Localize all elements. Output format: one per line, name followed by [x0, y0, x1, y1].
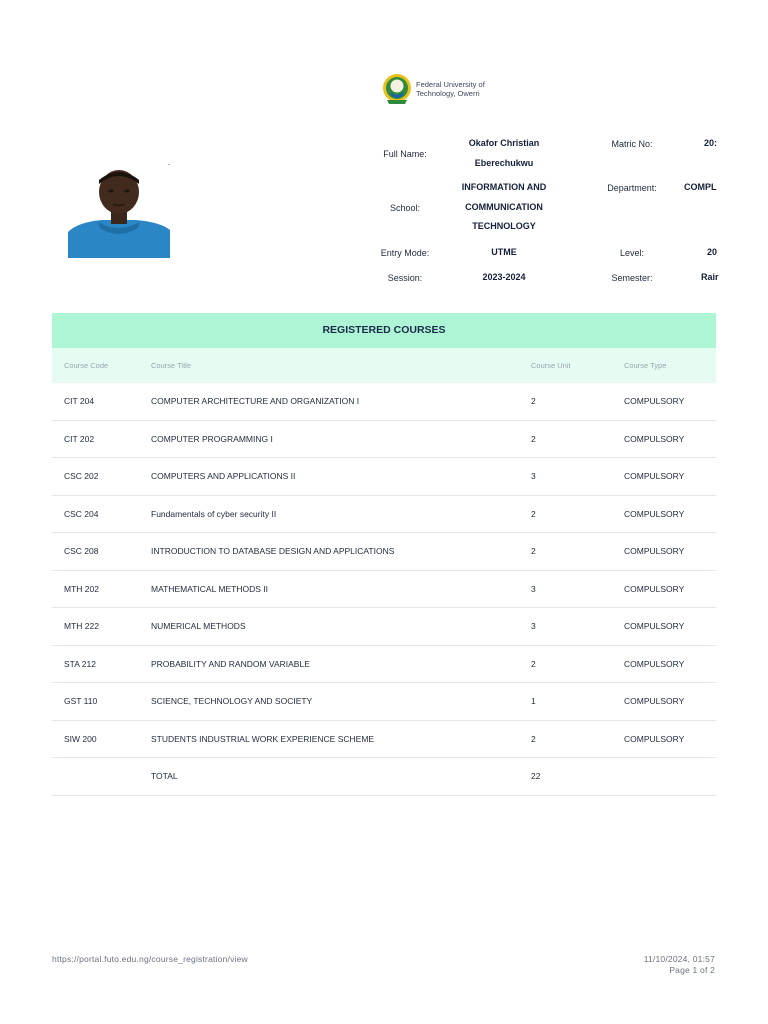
course-code: CIT 202	[64, 433, 95, 444]
total-units: 22	[531, 771, 541, 782]
course-unit: 2	[531, 433, 536, 444]
header-course-unit: Course Unit	[531, 361, 571, 370]
course-title: COMPUTER ARCHITECTURE AND ORGANIZATION I	[151, 396, 360, 407]
matric-no-value: 20:	[704, 138, 718, 148]
logo-line-2: Technology, Owerri	[416, 89, 480, 98]
logo-line-1: Federal University of	[416, 80, 485, 89]
course-unit: 3	[531, 621, 536, 632]
entry-mode-label: Entry Mode:	[380, 248, 430, 258]
total-row	[52, 758, 716, 796]
table-row	[52, 533, 716, 571]
table-row	[52, 421, 716, 459]
table-header	[52, 348, 716, 383]
course-unit: 2	[531, 733, 536, 744]
full-name-line-2: Eberechukwu	[474, 157, 534, 168]
page-number: Page 1 of 2	[669, 965, 715, 975]
header-course-code: Course Code	[64, 361, 109, 370]
level-value: 20	[707, 247, 718, 257]
full-name-label: Full Name:	[383, 149, 427, 159]
department-label: Department:	[607, 183, 657, 193]
table-row	[52, 683, 716, 721]
course-title: PROBABILITY AND RANDOM VARIABLE	[151, 658, 310, 669]
matric-no-label: Matric No:	[611, 139, 653, 149]
course-type: COMPULSORY	[624, 433, 685, 444]
course-code: CSC 204	[64, 508, 99, 519]
table-row	[52, 646, 716, 684]
university-logo	[382, 73, 485, 105]
page-url: https://portal.futo.edu.ng/course_registration/view	[52, 954, 248, 964]
session-value: 2023-2024	[482, 272, 526, 282]
course-code: CSC 202	[64, 471, 99, 482]
course-title: SCIENCE, TECHNOLOGY AND SOCIETY	[151, 696, 313, 707]
course-title: COMPUTERS AND APPLICATIONS II	[151, 471, 296, 482]
table-row	[52, 721, 716, 759]
course-unit: 3	[531, 471, 536, 482]
semester-label: Semester:	[611, 273, 653, 283]
course-code: STA 212	[64, 658, 96, 669]
course-type: COMPULSORY	[624, 508, 685, 519]
course-type: COMPULSORY	[624, 696, 685, 707]
course-title: NUMERICAL METHODS	[151, 621, 246, 632]
semester-value: Rair	[701, 272, 719, 282]
course-unit: 3	[531, 583, 536, 594]
course-unit: 2	[531, 396, 536, 407]
print-datetime: 11/10/2024, 01:57	[643, 954, 715, 964]
table-title: REGISTERED COURSES	[52, 313, 716, 348]
school-label: School:	[389, 203, 421, 213]
table-row	[52, 608, 716, 646]
table-row	[52, 496, 716, 534]
table-row	[52, 383, 716, 421]
student-portrait-image	[68, 170, 170, 258]
course-type: COMPULSORY	[624, 658, 685, 669]
course-type: COMPULSORY	[624, 546, 685, 557]
course-type: COMPULSORY	[624, 621, 685, 632]
full-name-value	[440, 134, 568, 173]
course-title: Fundamentals of cyber security II	[151, 508, 277, 519]
entry-mode-value: UTME	[491, 247, 517, 257]
table-row	[52, 571, 716, 609]
course-title: INTRODUCTION TO DATABASE DESIGN AND APPLICATIONS	[151, 546, 395, 557]
course-unit: 2	[531, 508, 536, 519]
course-code: CSC 208	[64, 546, 99, 557]
school-line-3: TECHNOLOGY	[472, 221, 536, 231]
university-seal-icon	[382, 73, 412, 105]
university-name	[416, 80, 485, 98]
header-course-title: Course Title	[151, 361, 192, 370]
photo-speck	[168, 164, 170, 165]
department-value: COMPL	[684, 182, 717, 192]
school-line-2: COMMUNICATION	[465, 201, 543, 212]
total-label: TOTAL	[151, 771, 178, 782]
course-title: MATHEMATICAL METHODS II	[151, 583, 268, 594]
course-code: GST 110	[64, 696, 98, 707]
full-name-line-1: Okafor Christian	[468, 138, 540, 148]
course-type: COMPULSORY	[624, 471, 685, 482]
course-title: STUDENTS INDUSTRIAL WORK EXPERIENCE SCHEME	[151, 733, 375, 744]
session-label: Session:	[387, 273, 423, 283]
school-value	[440, 178, 568, 237]
student-photo	[68, 170, 170, 258]
course-type: COMPULSORY	[624, 733, 685, 744]
registered-courses-table	[52, 313, 716, 796]
school-line-1: INFORMATION AND	[461, 182, 547, 192]
level-label: Level:	[619, 248, 645, 258]
course-unit: 2	[531, 546, 536, 557]
course-type: COMPULSORY	[624, 396, 685, 407]
course-title: COMPUTER PROGRAMMING I	[151, 433, 273, 444]
course-code: MTH 222	[64, 621, 99, 632]
course-type: COMPULSORY	[624, 583, 685, 594]
print-meta	[644, 954, 715, 976]
course-code: SIW 200	[64, 733, 97, 744]
course-code: CIT 204	[64, 396, 95, 407]
table-row	[52, 458, 716, 496]
header-course-type: Course Type	[624, 361, 667, 370]
course-unit: 2	[531, 658, 536, 669]
course-code: MTH 202	[64, 583, 99, 594]
course-unit: 1	[531, 696, 536, 707]
